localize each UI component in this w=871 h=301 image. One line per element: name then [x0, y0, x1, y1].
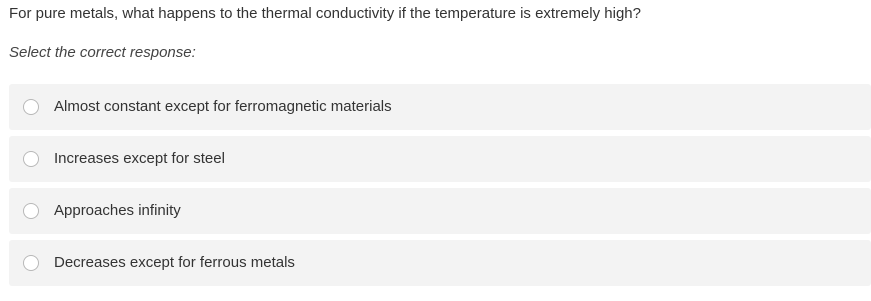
option-label-4: Decreases except for ferrous metals [54, 254, 295, 271]
option-label-1: Almost constant except for ferromagnetic materials [54, 98, 392, 115]
radio-button-1[interactable] [23, 99, 39, 115]
radio-button-2[interactable] [23, 151, 39, 167]
option-1[interactable] [9, 84, 871, 130]
option-label-2: Increases except for steel [54, 150, 225, 167]
option-label-3: Approaches infinity [54, 202, 181, 219]
radio-button-4[interactable] [23, 255, 39, 271]
option-3[interactable] [9, 188, 871, 234]
option-4[interactable] [9, 240, 871, 286]
option-2[interactable] [9, 136, 871, 182]
answer-options [9, 84, 871, 292]
instruction-text: Select the correct response: [9, 44, 196, 61]
radio-button-3[interactable] [23, 203, 39, 219]
question-text: For pure metals, what happens to the thermal conductivity if the temperature is extremely high? [9, 5, 641, 22]
